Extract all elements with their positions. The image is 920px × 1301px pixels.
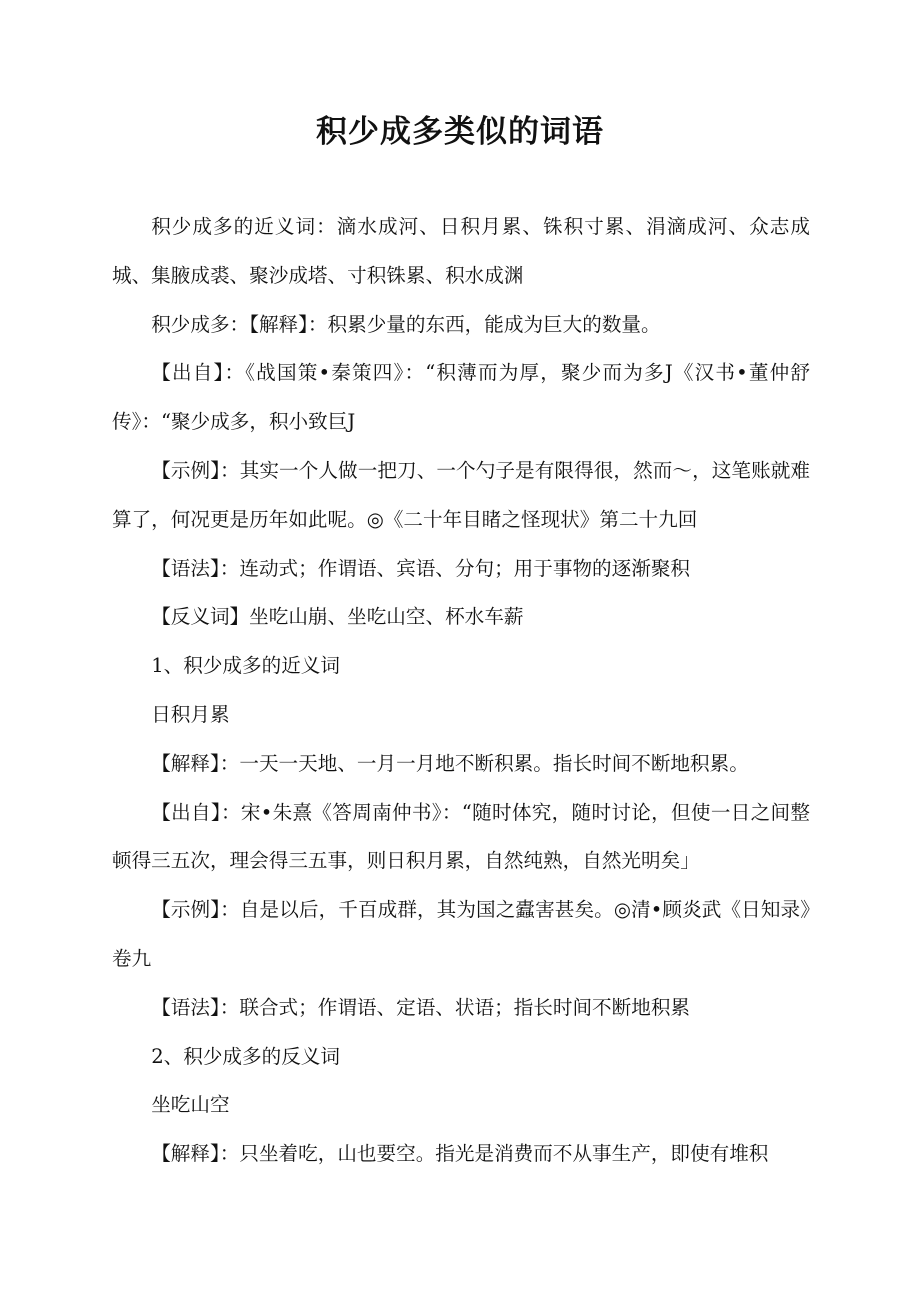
section-heading-antonym: 2、积少成多的反义词 bbox=[151, 1044, 340, 1068]
term-heading: 坐吃山空 bbox=[151, 1093, 230, 1117]
paragraph-grammar: 【语法】：连动式；作谓语、宾语、分句；用于事物的逐渐聚积 bbox=[151, 556, 691, 580]
paragraph-explanation: 积少成多：【解释】：积累少量的东西，能成为巨大的数量。 bbox=[151, 312, 661, 336]
paragraph-explanation: 【解释】：只坐着吃，山也要空。指光是消费而不从事生产，即使有堆积 bbox=[151, 1142, 769, 1166]
paragraph-synonyms-list: 积少成多的近义词：滴水成河、日积月累、铢积寸累、涓滴成河、众志成城、集腋成裘、聚沙成塔、寸积铢累、积水成渊 bbox=[112, 215, 810, 287]
paragraph-grammar: 【语法】：联合式；作谓语、定语、状语；指长时间不断地积累 bbox=[151, 995, 691, 1019]
paragraph-example: 【示例】：自是以后，千百成群，其为国之蠹害甚矣。◎清•顾炎武《日知录》卷九 bbox=[112, 898, 810, 970]
document-title: 积少成多类似的词语 bbox=[316, 114, 604, 150]
paragraph-explanation: 【解释】：一天一天地、一月一月地不断积累。指长时间不断地积累。 bbox=[151, 751, 749, 775]
term-heading: 日积月累 bbox=[151, 702, 230, 726]
paragraph-source: 【出自】：宋•朱熹《答周南仲书》：“随时体究，随时讨论，但使一日之间整顿得三五次，理会得三五事，则日积月累，自然纯熟，自然光明矣」 bbox=[112, 800, 810, 873]
paragraph-example: 【示例】：其实一个人做一把刀、一个勺子是有限得很，然而～，这笔账就难算了，何况更是历年如此呢。◎《二十年目睹之怪现状》第二十九回 bbox=[112, 458, 810, 531]
document-body bbox=[112, 203, 810, 1179]
section-heading-synonym: 1、积少成多的近义词 bbox=[151, 654, 340, 678]
paragraph-antonyms: 【反义词】坐吃山崩、坐吃山空、杯水车薪 bbox=[151, 605, 524, 629]
paragraph-source: 【出自】：《战国策•秦策四》：“积薄而为厚，聚少而为多J《汉书•董仲舒传》：“聚少成多，积小致巨J bbox=[112, 361, 810, 434]
